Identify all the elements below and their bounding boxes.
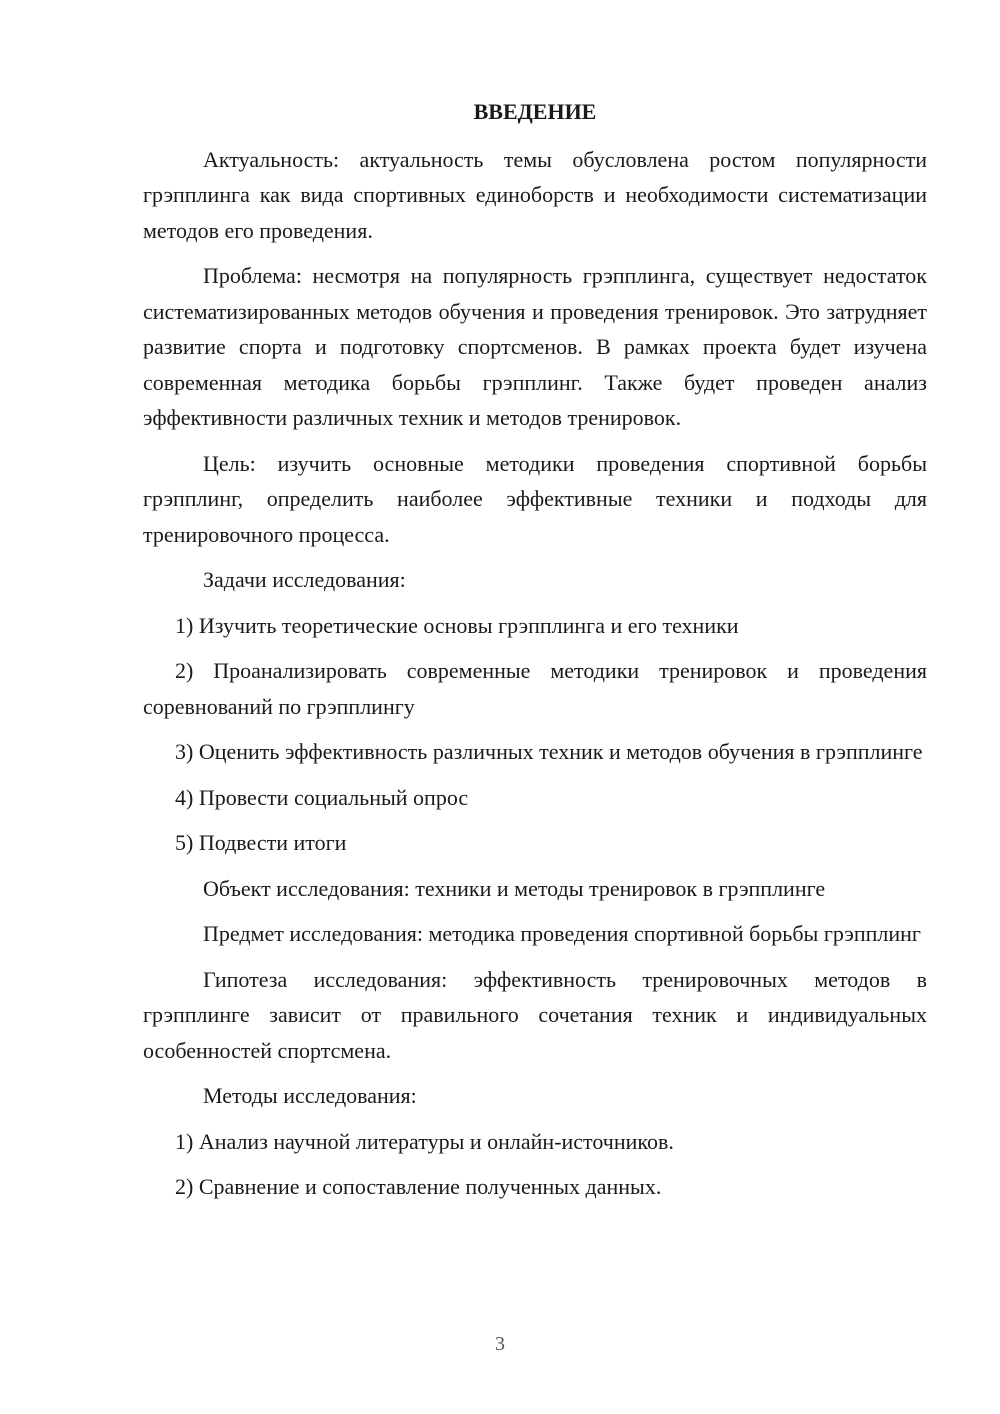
task-item-1: 1) Изучить теоретические основы грэпплинга и его техники	[175, 612, 739, 638]
task-item-3: 3) Оценить эффективность различных техник и методов обучения в грэпплинге	[175, 739, 923, 764]
page-body	[143, 94, 927, 1215]
task-item-5: 5) Подвести итоги	[175, 830, 347, 855]
methods-title: Методы исследования:	[203, 1083, 417, 1108]
task-item-4: 4) Провести социальный опрос	[175, 784, 469, 810]
page-number: 3	[495, 1333, 505, 1355]
method-item-1: 1) Анализ научной литературы и онлайн-источников.	[175, 1128, 674, 1154]
tasks-title: Задачи исследования:	[203, 567, 406, 592]
problem-paragraph: Проблема: несмотря на популярность грэпплинга, существует недостаток систематизированных методов обучения и проведения тренировок. Это затрудняет развитие спорта и подготовку спортсменов. В рамках проекта будет изучена современная методика борьбы грэпплинг. Также будет проведен анализ эффективности различных техник и методов тренировок.	[143, 263, 927, 430]
task-item-2: 2) Проанализировать современные методики тренировок и проведения соревнований по грэпплингу	[143, 658, 927, 719]
section-heading: ВВЕДЕНИЕ	[473, 99, 597, 124]
subject-paragraph: Предмет исследования: методика проведения спортивной борьбы грэпплинг	[203, 921, 921, 946]
object-paragraph: Объект исследования: техники и методы тренировок в грэпплинге	[203, 875, 826, 901]
hypothesis-paragraph: Гипотеза исследования: эффективность тренировочных методов в грэпплинге зависит от правильного сочетания техник и индивидуальных особенностей спортсмена.	[143, 966, 927, 1063]
method-item-2: 2) Сравнение и сопоставление полученных данных.	[175, 1174, 662, 1199]
goal-paragraph: Цель: изучить основные методики проведения спортивной борьбы грэпплинг, определить наиболее эффективные техники и подходы для тренировочного процесса.	[143, 450, 927, 547]
relevance-paragraph: Актуальность: актуальность темы обусловлена ростом популярности грэпплинга как вида спортивных единоборств и необходимости систематизации методов его проведения.	[143, 146, 927, 243]
